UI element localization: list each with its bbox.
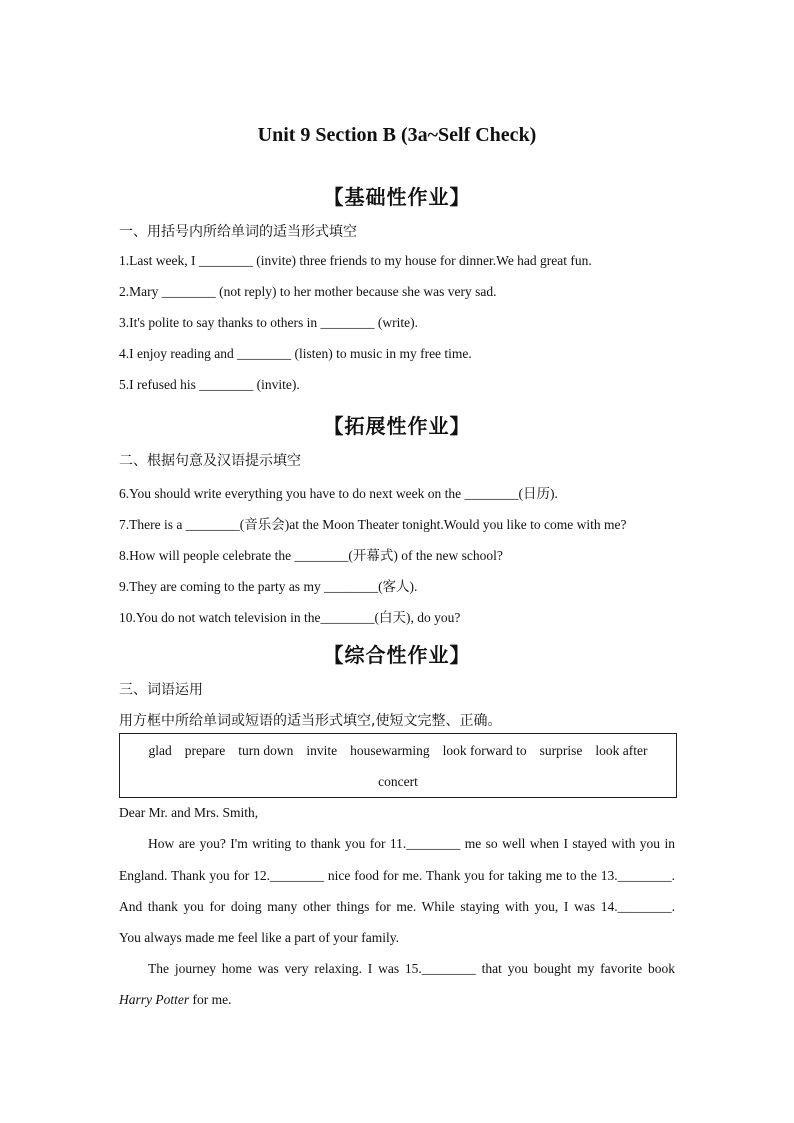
word-box-item: concert: [378, 774, 418, 789]
question-item: 6.You should write everything you have to do next week on the ________(日历).: [119, 486, 558, 501]
section-instruction: 二、根据句意及汉语提示填空: [119, 453, 301, 469]
word-box-item: look forward to: [442, 743, 527, 758]
question-item: 7.There is a ________(音乐会)at the Moon Theater tonight.Would you like to come with me?: [119, 517, 627, 532]
question-item: 9.They are coming to the party as my ________(客人).: [119, 579, 418, 594]
letter-line: How are you? I'm writing to thank you for 11.________ me so well when I stayed with you in: [148, 836, 675, 851]
word-box-item: prepare: [184, 743, 226, 758]
letter-salutation: Dear Mr. and Mrs. Smith,: [119, 805, 259, 820]
word-box-item: housewarming: [350, 743, 430, 758]
section-header-extended: 【拓展性作业】: [323, 414, 471, 438]
word-box: [119, 733, 677, 798]
book-title: Harry Potter: [119, 992, 190, 1007]
question-item: 3.It's polite to say thanks to others in ________ (write).: [119, 315, 419, 330]
question-item: 4.I enjoy reading and ________ (listen) to music in my free time.: [119, 346, 472, 361]
section-instruction: 一、用括号内所给单词的适当形式填空: [119, 224, 357, 240]
question-item: 10.You do not watch television in the________(白天), do you?: [119, 610, 461, 625]
section-header-basic: 【基础性作业】: [323, 185, 471, 209]
question-item: 5.I refused his ________ (invite).: [119, 377, 300, 392]
letter-line: [119, 992, 675, 1008]
letter-line: The journey home was very relaxing. I was 15.________ that you bought my favorite book: [148, 961, 675, 976]
word-box-item: glad: [148, 743, 172, 758]
word-box-item: look after: [595, 743, 648, 758]
section-subinstruction: 用方框中所给单词或短语的适当形式填空,使短文完整、正确。: [119, 713, 502, 729]
section-header-comprehensive: 【综合性作业】: [323, 643, 471, 667]
question-item: 1.Last week, I ________ (invite) three friends to my house for dinner.We had great fun.: [119, 253, 592, 268]
page-title: Unit 9 Section B (3a~Self Check): [257, 124, 537, 146]
question-item: 8.How will people celebrate the ________(开幕式) of the new school?: [119, 548, 503, 563]
word-box-item: turn down: [238, 743, 294, 758]
letter-line: You always made me feel like a part of your family.: [119, 930, 400, 945]
letter-text: for me.: [189, 992, 232, 1007]
letter-line: And thank you for doing many other things for me. While staying with you, I was 14.________.: [119, 899, 675, 914]
section-instruction: 三、词语运用: [119, 682, 203, 698]
word-box-item: surprise: [539, 743, 583, 758]
letter-line: England. Thank you for 12.________ nice food for me. Thank you for taking me to the 13.________.: [119, 868, 675, 883]
word-box-item: invite: [306, 743, 338, 758]
question-item: 2.Mary ________ (not reply) to her mother because she was very sad.: [119, 284, 497, 299]
